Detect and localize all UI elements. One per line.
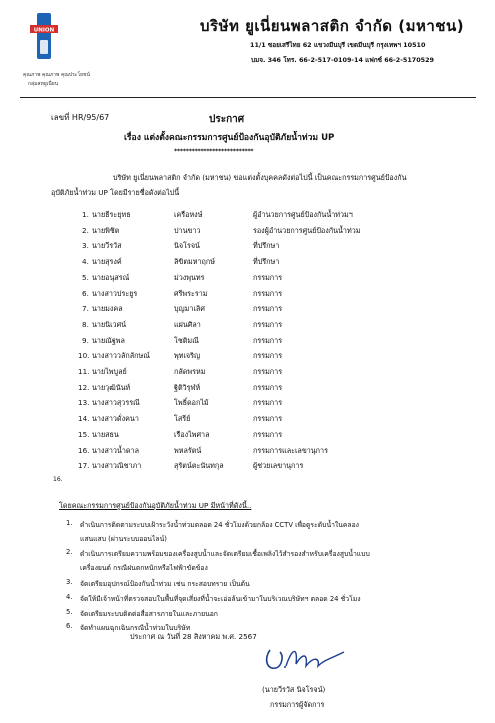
member-name: นายวุฒินันท์ xyxy=(92,382,131,392)
member-surname: ลิขิตมหาฤกษ์ xyxy=(174,257,215,267)
company-logo xyxy=(28,12,60,60)
member-number: 10. xyxy=(78,351,90,361)
duty-text: จัดให้มีเจ้าหน้าที่ตรวจสอบในพื้นที่จุดเสี่ยงที่น้ำจะเอ่อล้นเข้ามาในบริเวณบริษัทฯ ตลอด 24 ชั่วโมง xyxy=(80,595,361,603)
member-surname: พหลรัตน์ xyxy=(174,445,202,455)
member-role: กรรมการ xyxy=(253,335,283,345)
member-name: นายสุรงค์ xyxy=(92,257,122,267)
member-name: นายธีระยุทธ xyxy=(92,210,131,219)
member-surname: ฐิติวิรุฬห์ xyxy=(174,382,201,392)
intro-line-2: อุบัติภัยน้ำท่วม UP โดยมีรายชื่อดังต่อไปนี้ xyxy=(51,188,180,197)
member-number: 11. xyxy=(78,367,90,376)
margin-mark: 16. xyxy=(53,476,63,483)
signer-title: กรรมการผู้จัดการ xyxy=(270,700,325,709)
member-role: ที่ปรึกษา xyxy=(253,241,280,251)
member-name: นายอนุสรณ์ xyxy=(92,272,130,282)
member-surname: เรืองไพศาล xyxy=(174,429,210,439)
member-name: นางสาววลักลักษณ์ xyxy=(92,351,150,361)
member-number: 12. xyxy=(78,382,90,392)
company-contact: บมจ. 346 โทร. 66-2-517-0109-14 แฟกซ์ 66-2-5170529 xyxy=(251,56,435,64)
member-surname: โชติมณี xyxy=(174,335,199,345)
member-number: 9. xyxy=(82,335,89,345)
member-surname: นิจโรจน์ xyxy=(174,241,200,251)
member-name: นายนิเวศน์ xyxy=(92,319,127,329)
member-name: นายสธน xyxy=(92,429,119,439)
member-number: 2. xyxy=(82,225,89,235)
duty-number: 1. xyxy=(66,519,73,527)
document-heading: ประกาศ xyxy=(209,114,245,125)
member-name: นางสาวสุวรรณี xyxy=(92,398,140,408)
announcement-date: ประกาศ ณ วันที่ 28 สิงหาคม พ.ศ. 2567 xyxy=(130,632,257,641)
duty-text-continued: แสนแสบ (ผ่านระบบออนไลน์) xyxy=(80,535,167,543)
duties-heading: โดยคณะกรรมการศูนย์ป้องกันอุบัติภัยน้ำท่วม UP มีหน้าที่ดังนี้.. xyxy=(59,501,252,510)
duty-text: จัดทำแผนฉุกเฉินกรณีน้ำท่วมในบริษัท xyxy=(80,624,191,632)
member-role: กรรมการ xyxy=(253,414,283,424)
member-name: นางสาวณิชาภา xyxy=(92,461,142,471)
member-surname: เครือหงษ์ xyxy=(174,210,203,219)
document-subject: เรื่อง แต่งตั้งคณะกรรมการศูนย์ป้องกันอุบัติภัยน้ำท่วม UP xyxy=(124,133,335,143)
member-role: กรรมการ xyxy=(253,351,283,361)
company-name: บริษัท ยูเนี่ยนพลาสติก จำกัด (มหาชน) xyxy=(200,17,465,35)
member-role: กรรมการ xyxy=(253,429,283,439)
member-surname: สุรัตน์ตะนันทกุล xyxy=(174,461,224,471)
member-surname: โสรีย์ xyxy=(174,414,191,424)
member-number: 8. xyxy=(82,319,89,329)
member-surname: แผ่นศิลา xyxy=(174,319,201,329)
duty-text: จัดเตรียมอุปกรณ์ป้องกันน้ำท่วม เช่น กระสอบทราย เป็นต้น xyxy=(80,580,250,588)
member-name: นายไพบูลย์ xyxy=(92,367,127,376)
duty-text: ดำเนินการเตรียมความพร้อมของเครื่องสูบน้ำและจัดเตรียมเชื้อเพลิงไว้สำรองสำหรับเครื่องสูบน้ำแบบ xyxy=(80,550,370,558)
member-surname: ศรีพระราม xyxy=(174,288,208,298)
member-role: กรรมการ xyxy=(253,272,283,282)
member-role: กรรมการ xyxy=(253,367,283,376)
member-number: 15. xyxy=(78,429,90,439)
member-surname: กลัดพรหม xyxy=(174,367,206,376)
member-name: นายพิชิต xyxy=(92,225,120,235)
member-number: 7. xyxy=(82,304,89,314)
signature-mark xyxy=(262,640,350,676)
member-surname: โพธิ์ดอกไม้ xyxy=(174,398,209,408)
member-role: กรรมการ xyxy=(253,398,283,408)
duty-number: 6. xyxy=(66,622,73,630)
header-divider xyxy=(20,97,476,98)
member-number: 4. xyxy=(82,257,89,267)
member-role: กรรมการ xyxy=(253,382,283,392)
company-slogan: คุณภาพ คุณภาพ คุณประโยชน์ xyxy=(23,72,90,78)
logo-wordmark: UNION xyxy=(33,27,55,34)
member-number: 14. xyxy=(78,414,90,424)
member-surname: ม่วงพุนทร xyxy=(174,272,205,282)
member-surname: บุญมาเลิศ xyxy=(174,304,205,314)
member-number: 3. xyxy=(82,241,89,251)
subject-separator: *************************** xyxy=(174,148,254,155)
member-role: กรรมการ xyxy=(253,288,283,298)
member-number: 5. xyxy=(82,272,89,282)
member-number: 6. xyxy=(82,288,89,298)
member-name: นางสาวน้ำดาล xyxy=(92,445,139,455)
member-surname: พุทเจริญ xyxy=(174,351,201,361)
member-role: ผู้อำนวยการศูนย์ป้องกันน้ำท่วมฯ xyxy=(253,210,353,219)
member-name: นายณัฐพล xyxy=(92,335,125,345)
member-number: 16. xyxy=(78,445,90,455)
signer-name: (นายวีรวัส นิจโรจน์) xyxy=(262,685,326,694)
member-role: กรรมการ xyxy=(253,319,283,329)
member-number: 13. xyxy=(78,398,90,408)
company-address: 11/1 ซอยเสรีไทย 62 แขวงมีนบุรี เขตมีนบุรี กรุงเทพฯ 10510 xyxy=(250,41,426,49)
document-number: เลขที่ HR/95/67 xyxy=(51,113,110,122)
member-role: ผู้ช่วยเลขานุการ xyxy=(253,461,304,471)
member-surname: ปานขาว xyxy=(174,225,201,235)
duty-number: 4. xyxy=(66,593,73,601)
member-number: 17. xyxy=(78,461,90,471)
duty-text: จัดเตรียมระบบติดต่อสื่อสารภายในและภายนอก xyxy=(80,610,218,618)
duty-text: ดำเนินการติดตามระบบเฝ้าระวังน้ำท่วมตลอด 24 ชั่วโมงด้วยกล้อง CCTV เพื่อดูระดับน้ำในคลอง xyxy=(80,521,360,529)
duty-number: 2. xyxy=(66,548,73,556)
duty-number: 3. xyxy=(66,578,73,586)
intro-line-1: บริษัท ยูเนี่ยนพลาสติก จำกัด (มหาชน) ขอแต่งตั้งบุคคลดังต่อไปนี้ เป็นคณะกรรมการศูนย์ป้องกัน xyxy=(113,173,407,182)
company-group: กลุ่มสหยูเนี่ยน xyxy=(28,81,59,87)
duty-number: 5. xyxy=(66,608,73,616)
duty-text-continued: เครื่องยนต์ กรณีฝนตกหนักหรือไฟฟ้าขัดข้อง xyxy=(80,564,208,572)
member-name: นายมงคล xyxy=(92,304,123,314)
member-name: นายวีรวัส xyxy=(92,241,122,251)
member-role: กรรมการและเลขานุการ xyxy=(253,445,328,455)
member-role: รองผู้อำนวยการศูนย์ป้องกันน้ำท่วม xyxy=(253,225,361,235)
member-role: ที่ปรึกษา xyxy=(253,257,280,267)
member-name: นางสาวดั่งคนา xyxy=(92,414,139,424)
member-number: 1. xyxy=(82,210,89,219)
member-role: กรรมการ xyxy=(253,304,283,314)
member-name: นางสาวประยูร xyxy=(92,288,138,298)
